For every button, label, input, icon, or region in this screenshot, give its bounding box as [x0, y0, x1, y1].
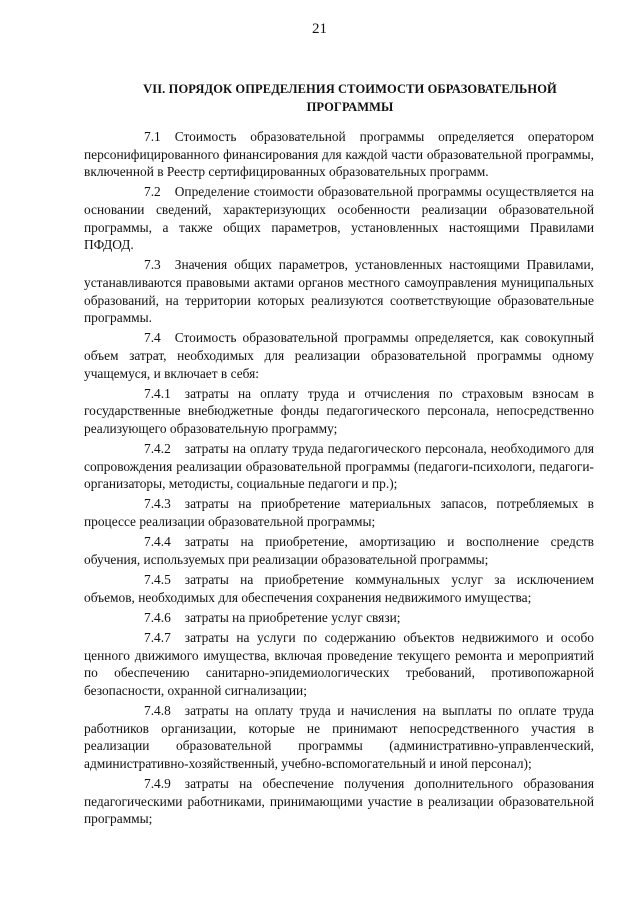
paragraph-7-1	[84, 128, 594, 181]
paragraph-7-4-5	[84, 571, 594, 606]
paragraph-number: 7.4.1	[144, 385, 171, 401]
paragraph-text: Стоимость образовательной программы определяется, как совокупный объем затрат, необходимых для реализации образовательной программы одному учащемуся, и включает в себя:	[84, 330, 594, 381]
paragraph-7-4-3	[84, 495, 594, 530]
paragraph-7-4	[84, 329, 594, 382]
paragraph-text: Стоимость образовательной программы определяется оператором персонифицированного финансирования для каждой части образовательной программы, включенной в Реестр сертифицированных образовательных программ.	[84, 129, 594, 180]
paragraph-text: Определение стоимости образовательной программы осуществляется на основании сведений, характеризующих особенности реализации образовательной программы, а также общих параметров, установленных настоящими Правилами ПФДОД.	[84, 184, 594, 253]
paragraph-number: 7.4.4	[144, 534, 171, 550]
paragraph-7-4-4	[84, 533, 594, 568]
paragraph-7-4-7	[84, 629, 594, 699]
paragraph-7-3	[84, 256, 594, 326]
paragraph-text: Значения общих параметров, установленных настоящими Правилами, устанавливаются правовыми актами органов местного самоуправления муниципальных образований, на территории которых реализуются соответствующие образовательные программы.	[84, 257, 594, 326]
paragraph-number: 7.4.5	[144, 572, 171, 587]
paragraph-text: затраты на оплату труда педагогического персонала, необходимого для сопровождения реализации образовательной программы (педагоги-психологи, педагоги-организаторы, методисты, социальные педагоги и пр.);	[84, 441, 594, 492]
paragraph-text: затраты на приобретение услуг связи;	[184, 609, 401, 625]
paragraph-text: затраты на приобретение коммунальных услуг за исключением объемов, необходимых для обеспечения сохранения недвижимого имущества;	[84, 572, 594, 605]
paragraph-number: 7.4.6	[144, 609, 171, 625]
paragraph-text: затраты на оплату труда и отчисления по страховым взносам в государственные внебюджетные фонды педагогического персонала, непосредственно реализующего образовательную программу;	[84, 385, 594, 436]
paragraph-text: затраты на приобретение материальных запасов, потребляемых в процессе реализации образовательной программы;	[84, 496, 594, 530]
paragraph-7-4-6	[84, 609, 594, 627]
paragraph-7-2	[84, 183, 594, 253]
paragraph-7-4-8	[84, 702, 594, 772]
paragraph-number: 7.4.2	[144, 441, 171, 457]
paragraph-text: затраты на услуги по содержанию объектов недвижимого и особо ценного движимого имущества, включая проведение текущего ремонта и мероприятий по обеспечению санитарно-эпидемиологических требований, противопожарной безопасности, охранной сигнализации;	[84, 629, 594, 698]
paragraph-7-4-9	[84, 775, 594, 828]
page-number: 21	[312, 21, 327, 37]
document-body	[84, 128, 594, 830]
paragraph-number: 7.2	[144, 184, 161, 200]
paragraph-text: затраты на обеспечение получения дополнительного образования педагогическими работниками, принимающими участие в реализации образовательной программы;	[84, 775, 594, 827]
section-title: VII. ПОРЯДОК ОПРЕДЕЛЕНИЯ СТОИМОСТИ ОБРАЗОВАТЕЛЬНОЙ ПРОГРАММЫ	[143, 82, 557, 114]
paragraph-7-4-2	[84, 440, 594, 493]
paragraph-text: затраты на оплату труда и начисления на выплаты по оплате труда работников организации, которые не принимают непосредственного участия в реализации образовательной программы (административно-управленческий, административно-хозяйственный, учебно-вспомогательный и иной персонал);	[84, 702, 594, 771]
paragraph-7-4-1	[84, 385, 594, 438]
paragraph-number: 7.3	[144, 257, 161, 273]
paragraph-number: 7.4.7	[144, 629, 171, 645]
paragraph-number: 7.1	[144, 129, 161, 144]
paragraph-number: 7.4	[144, 330, 161, 346]
paragraph-number: 7.4.9	[144, 775, 171, 791]
paragraph-number: 7.4.8	[144, 702, 171, 718]
paragraph-number: 7.4.3	[144, 496, 171, 512]
paragraph-text: затраты на приобретение, амортизацию и восполнение средств обучения, используемых при реализации образовательной программы;	[84, 534, 594, 567]
